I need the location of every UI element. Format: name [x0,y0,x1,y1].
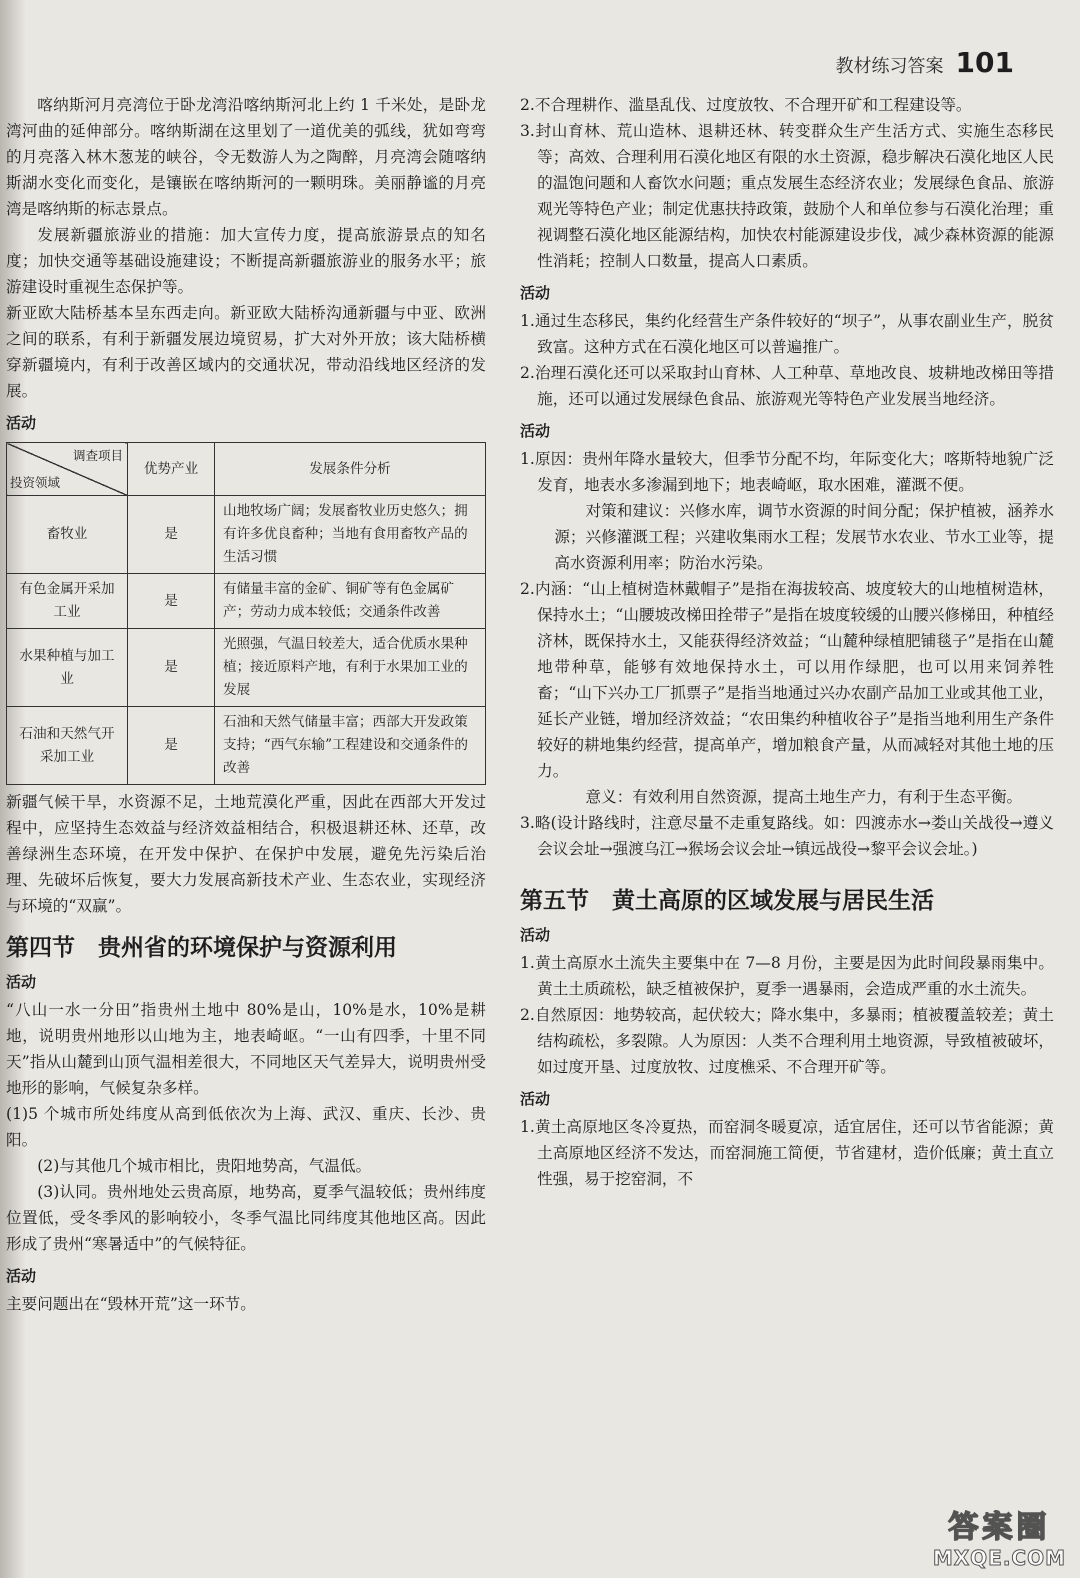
activity-heading: 活动 [520,284,551,302]
cell-field: 有色金属开采加工业 [7,574,128,629]
answer-2-3: (3)认同。贵州地处云贵高原，地势高，夏季气温较低；贵州纬度位置低，受冬季风的影响较小，冬季气温比同纬度其他地区高。因此形成了贵州“寒暑适中”的气候特征。 [6,1183,486,1253]
header-advantage: 优势产业 [128,443,215,496]
cell-field: 畜牧业 [7,496,128,574]
cell-analysis: 光照强，气温日较差大，适合优质水果种植；接近原料产地，有利于水果加工业的发展 [215,629,486,707]
cell-advantage: 是 [128,629,215,707]
watermark-logo [933,1502,1066,1570]
watermark-line1: 答案圈 [948,1510,1051,1545]
table-row [7,707,486,785]
answer-b2: 2.治理石漠化还可以采取封山育林、人工种草、草地改良、坡耕地改梯田等措施，还可以通过发展绿色食品、旅游观光等特色产业发展当地经济。 [520,364,1054,408]
answer-2-2: (2)与其他几个城市相比，贵阳地势高，气温低。 [37,1157,372,1175]
cell-advantage: 是 [128,574,215,629]
activity-heading: 活动 [6,414,37,432]
paragraph-tourism: 发展新疆旅游业的措施：加大宣传力度，提高旅游景点的知名度；加快交通等基础设施建设；不断提高新疆旅游业的服务水平；旅游建设时重视生态保护等。 [6,226,486,296]
cell-advantage: 是 [128,707,215,785]
diagonal-header-cell [7,443,128,496]
answer-2-1: (1)5 个城市所处纬度从高到低依次为上海、武汉、重庆、长沙、贵阳。 [6,1105,486,1149]
table-row [7,574,486,629]
answer-c3: 3.略(设计路线时，注意尽量不走重复路线。如：四渡赤水→娄山关战役→遵义会议会址→强渡乌江→猴场会议会址→镇远战役→黎平会议会址。) [520,814,1054,858]
answer-c2-meaning: 意义：有效利用自然资源，提高土地生产力，有利于生态平衡。 [585,788,1023,806]
paragraph-bridge: 新亚欧大陆桥基本呈东西走向。新亚欧大陆桥沟通新疆与中亚、欧洲之间的联系，有利于新疆发展边境贸易，扩大对外开放；该大陆桥横穿新疆境内，有利于改善区域内的交通状况，带动沿线地区经济的发展。 [6,304,486,400]
diag-top-label: 调查项目 [72,448,123,463]
right-column [520,92,1054,1192]
activity-heading: 活动 [520,1090,551,1108]
page-header [836,46,1014,79]
answer-c1-measures: 对策和建议：兴修水库，调节水资源的时间分配；保护植被，涵养水源；兴修灌溉工程；兴建收集雨水工程；发展节水农业、节水工业等，提高水资源利用率；防治水污染。 [554,502,1054,572]
activity-heading: 活动 [520,422,551,440]
table-header-row [7,443,486,496]
section-5-title: 第五节 黄土高原的区域发展与居民生活 [520,888,934,914]
table-row [7,629,486,707]
table-row [7,496,486,574]
answer-r3: 3.封山育林、荒山造林、退耕还林、转变群众生产生活方式、实施生态移民等；高效、合理利用石漠化地区有限的水土资源，稳步解决石漠化地区人民的温饱问题和人畜饮水问题；重点发展生态经济农业；发展绿色食品、旅游观光等特色产业；制定优惠扶持政策，鼓励个人和单位参与石漠化治理；重视调整石漠化地区能源结构，加快农村能源建设步伐，减少森林资源的能源性消耗；控制人口数量，提高人口素质。 [520,122,1054,270]
answer-d2: 2.自然原因：地势较高，起伏较大；降水集中，多暴雨；植被覆盖较差；黄土结构疏松，多裂隙。人为原因：人类不合理利用土地资源，导致植被破坏，如过度开垦、过度放牧、过度樵采、不合理开矿等。 [520,1006,1054,1076]
answer-c1: 1.原因：贵州年降水量较大，但季节分配不均，年际变化大；喀斯特地貌广泛发育，地表水多渗漏到地下；地表崎岖，取水困难，灌溉不便。 [520,450,1054,494]
header-label: 教材练习答案 [835,56,944,77]
activity-heading: 活动 [6,973,37,991]
diag-bottom-label: 投资领域 [10,475,61,490]
paragraph-xinjiang: 新疆气候干旱，水资源不足，土地荒漠化严重，因此在西部大开发过程中，应坚持生态效益与经济效益相结合，积极退耕还林、还草，改善绿洲生态环境，在开发中保护、在保护中发展，避免先污染后治理、先破坏后恢复，要大力发展高新技术产业、生态农业，实现经济与环境的“双赢”。 [6,793,486,915]
answer-d1: 1.黄土高原水土流失主要集中在 7—8 月份，主要是因为此时间段暴雨集中。黄土土质疏松，缺乏植被保护，夏季一遇暴雨，会造成严重的水土流失。 [520,954,1054,998]
watermark-line2: MXQE.COM [932,1546,1066,1570]
answer-1: “八山一水一分田”指贵州土地中 80%是山，10%是水，10%是耕地，说明贵州地形以山地为主，地表崎岖。“一山有四季，十里不同天”指从山麓到山顶气温相差很大，不同地区天气差异大，说明贵州受地形的影响，气候复杂多样。 [6,1001,486,1097]
activity-heading: 活动 [6,1267,37,1285]
cell-field: 水果种植与加工业 [7,629,128,707]
header-analysis: 发展条件分析 [215,443,486,496]
industry-table [6,442,486,785]
cell-analysis: 山地牧场广阔；发展畜牧业历史悠久；拥有许多优良畜种；当地有食用畜牧产品的生活习惯 [215,496,486,574]
cell-analysis: 有储量丰富的金矿、铜矿等有色金属矿产；劳动力成本较低；交通条件改善 [215,574,486,629]
paragraph-kanas: 喀纳斯河月亮湾位于卧龙湾沿喀纳斯河北上约 1 千米处，是卧龙湾河曲的延伸部分。喀纳斯湖在这里划了一道优美的弧线，犹如弯弯的月亮落入林木葱茏的峡谷，令无数游人为之陶醉，月亮湾会随喀纳斯湖水变化而变化，是镶嵌在喀纳斯河的一颗明珠。美丽静谧的月亮湾是喀纳斯的标志景点。 [6,96,486,218]
answer-r2: 2.不合理耕作、滥垦乱伐、过度放牧、不合理开矿和工程建设等。 [520,96,972,114]
section-4-title: 第四节 贵州省的环境保护与资源利用 [6,935,397,961]
left-column [6,92,486,1317]
answer-e1: 1.黄土高原地区冬冷夏热，而窑洞冬暖夏凉，适宜居住，还可以节省能源；黄土高原地区经济不发达，而窑洞施工简便，节省建材，造价低廉；黄土直立性强，易于挖窑洞，不 [520,1118,1054,1188]
cell-advantage: 是 [128,496,215,574]
cell-analysis: 石油和天然气储量丰富；西部大开发政策支持；“西气东输”工程建设和交通条件的改善 [215,707,486,785]
answer-3: 主要问题出在“毁林开荒”这一环节。 [6,1295,256,1313]
cell-field: 石油和天然气开采加工业 [7,707,128,785]
answer-b1: 1.通过生态移民，集约化经营生产条件较好的“坝子”，从事农副业生产，脱贫致富。这种方式在石漠化地区可以普遍推广。 [520,312,1054,356]
answer-c2: 2.内涵：“山上植树造林戴帽子”是指在海拔较高、坡度较大的山地植树造林，保持水土；“山腰坡改梯田拴带子”是指在坡度较缓的山腰兴修梯田，种植经济林，既保持水土，又能获得经济效益；“山麓种绿植肥铺毯子”是指在山麓地带种草，能够有效地保持水土，可以用作绿肥，也可以用来饲养牲畜；“山下兴办工厂抓票子”是指当地通过兴办农副产品加工业或其他工业，延长产业链，增加经济效益；“农田集约种植收谷子”是指当地利用生产条件较好的耕地集约经营，提高单产，增加粮食产量，从而减轻对其他土地的压力。 [520,580,1054,780]
activity-heading: 活动 [520,926,551,944]
page-number: 101 [955,46,1014,79]
